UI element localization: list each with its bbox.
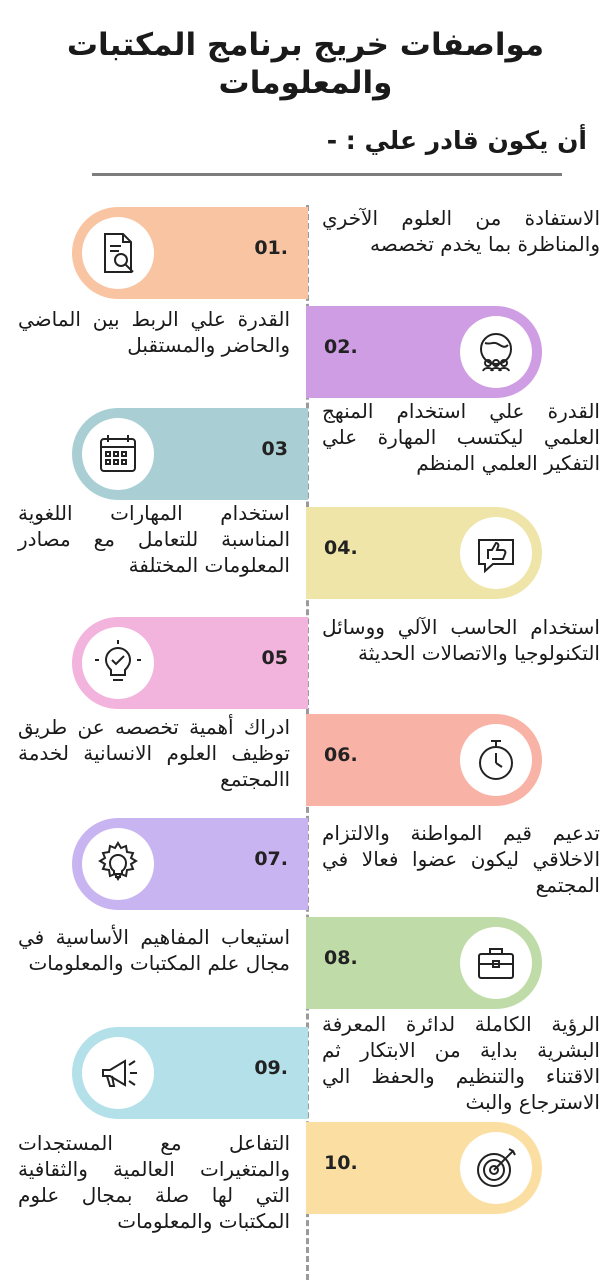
item-1-banner [72,207,308,299]
lightbulb-gear-icon [82,828,154,900]
thumbs-up-chat-icon [460,517,532,589]
item-6-banner [306,714,542,806]
item-10-banner [306,1122,542,1214]
item-9-banner [72,1027,308,1119]
divider [92,173,562,176]
item-10-text: التفاعل مع المستجدات والمتغيرات العالمية والثقافية التي لها صلة بمجال علوم المكتبات والمعلومات [18,1131,290,1233]
item-2-text: القدرة علي الربط بين الماضي والحاضر والمستقبل [18,307,290,357]
item-6-number: 06. [324,744,358,766]
title-line-1: مواصفات خريج برنامج المكتبات [66,27,545,63]
item-1-number: 01. [254,237,288,259]
item-3-number: 03 [261,438,288,460]
item-4-text: استخدام المهارات اللغوية المناسبة للتعامل مع مصادر المعلومات المختلفة [18,501,290,577]
globe-people-icon [460,316,532,388]
item-7-banner [72,818,308,910]
lightbulb-check-icon [82,627,154,699]
item-5-number: 05 [261,647,288,669]
item-2-banner [306,306,542,398]
item-6-text: ادراك أهمية تخصصه عن طريق توظيف العلوم الانسانية لخدمة االمجتمع [18,715,290,791]
item-3-text: القدرة علي استخدام المنهج العلمي ليكتسب المهارة علي التفكير العلمي المنظم [322,399,600,475]
target-icon [460,1132,532,1204]
document-search-icon [82,217,154,289]
item-9-number: 09. [254,1057,288,1079]
megaphone-icon [82,1037,154,1109]
stopwatch-icon [460,724,532,796]
item-2-number: 02. [324,336,358,358]
item-5-text: استخدام الحاسب الآلي ووسائل التكنولوجيا والاتصالات الحديثة [322,615,600,665]
item-9-text: الرؤية الكاملة لدائرة المعرفة البشرية بداية من الابتكار ثم الاقتناء والتنظيم والحفظ الي الاسترجاع والبث [322,1012,600,1114]
item-7-text: تدعيم قيم المواطنة والالتزام الاخلاقي ليكون عضوا فعالا في المجتمع [322,821,600,897]
item-10-number: 10. [324,1152,358,1174]
item-8-banner [306,917,542,1009]
page-title [0,26,611,102]
item-3-banner [72,408,308,500]
item-8-number: 08. [324,947,358,969]
item-4-number: 04. [324,537,358,559]
item-5-banner [72,617,308,709]
briefcase-icon [460,927,532,999]
subtitle: أن يكون قادر علي : - [326,126,587,155]
calendar-icon [82,418,154,490]
item-7-number: 07. [254,848,288,870]
title-line-2: والمعلومات [218,65,393,101]
item-1-text: الاستفادة من العلوم الآخري والمناظرة بما يخدم تخصصه [322,206,600,256]
item-8-text: استيعاب المفاهيم الأساسية في مجال علم المكتبات والمعلومات [18,925,290,975]
item-4-banner [306,507,542,599]
